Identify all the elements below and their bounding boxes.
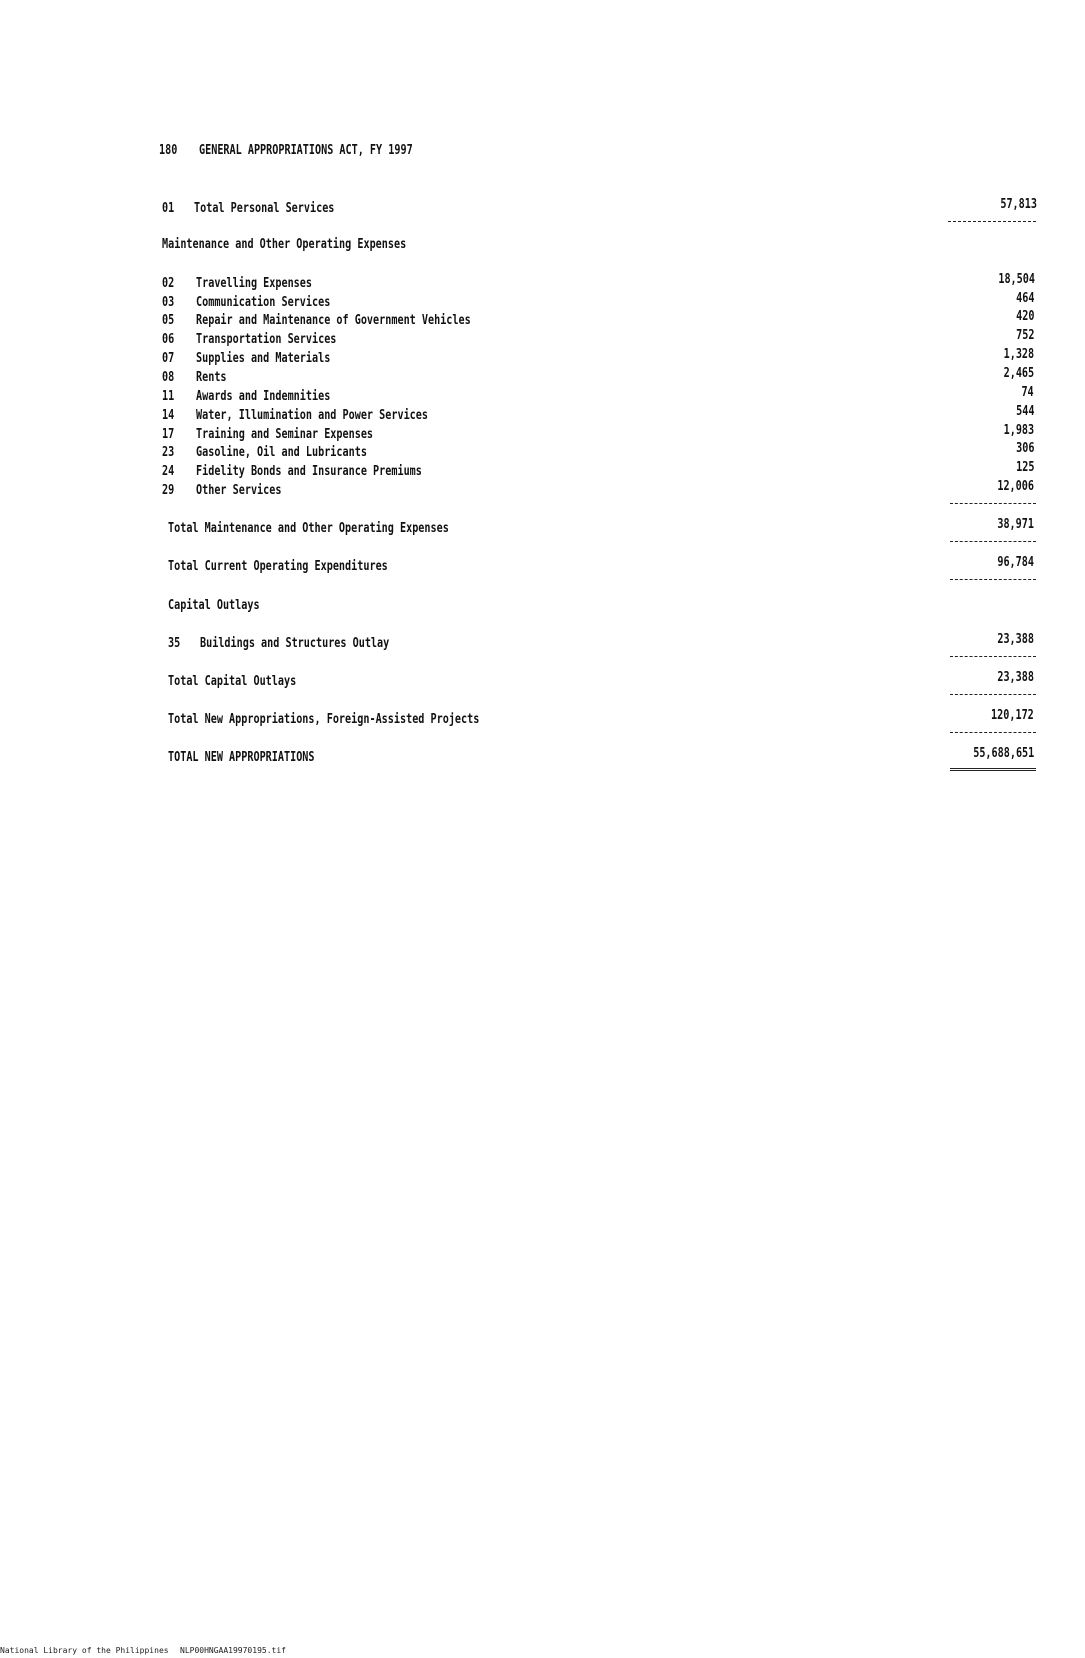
mooe-item-amount: 2,465 <box>1003 366 1034 381</box>
capital-item-amount: 23,388 <box>997 632 1034 647</box>
mooe-item-code: 02 <box>162 276 175 291</box>
foreign-assisted-label: Total New Appropriations, Foreign-Assisted Projects <box>168 712 480 727</box>
mooe-item-code: 08 <box>162 370 175 385</box>
capital-total-label: Total Capital Outlays <box>168 674 297 689</box>
mooe-item-label: Training and Seminar Expenses <box>196 427 374 442</box>
mooe-item-label: Repair and Maintenance of Government Vehicles <box>196 313 471 328</box>
mooe-item-amount: 544 <box>1015 404 1034 419</box>
current-operating-amount: 96,784 <box>997 555 1034 570</box>
capital-item-code: 35 <box>168 636 181 651</box>
mooe-item-code: 03 <box>162 295 175 310</box>
mooe-item-code: 05 <box>162 313 175 328</box>
grand-total-label: TOTAL NEW APPROPRIATIONS <box>168 750 315 765</box>
mooe-heading: Maintenance and Other Operating Expenses <box>162 237 407 252</box>
footer-filename: NLP00HNGAA19970195.tif <box>180 1646 286 1655</box>
current-operating-label: Total Current Operating Expenditures <box>168 559 388 574</box>
mooe-item-label: Other Services <box>196 483 282 498</box>
capital-total-amount: 23,388 <box>997 670 1034 685</box>
mooe-item-amount: 752 <box>1015 328 1034 343</box>
mooe-item-label: Supplies and Materials <box>196 351 331 366</box>
mooe-item-amount: 420 <box>1015 309 1034 324</box>
mooe-item-label: Travelling Expenses <box>196 276 313 291</box>
mooe-item-code: 29 <box>162 483 175 498</box>
mooe-total-amount: 38,971 <box>997 517 1034 532</box>
mooe-item-code: 14 <box>162 408 175 423</box>
mooe-item-amount: 306 <box>1015 441 1034 456</box>
rule-capital-total <box>950 694 1036 695</box>
mooe-item-amount: 18,504 <box>998 272 1035 287</box>
mooe-item-label: Transportation Services <box>196 332 337 347</box>
rule-mooe-total <box>950 541 1036 542</box>
page-number: 180 <box>159 143 178 158</box>
grand-total-amount: 55,688,651 <box>972 746 1034 761</box>
mooe-item-code: 24 <box>162 464 175 479</box>
mooe-item-label: Gasoline, Oil and Lubricants <box>196 445 367 460</box>
personal-services-code: 01 <box>162 201 175 216</box>
rule-capital-item <box>950 656 1036 657</box>
footer-library: National Library of the Philippines <box>0 1646 169 1655</box>
mooe-item-code: 11 <box>162 389 175 404</box>
mooe-item-code: 06 <box>162 332 175 347</box>
mooe-total-label: Total Maintenance and Other Operating Expenses <box>168 521 449 536</box>
rule-grand-total <box>950 768 1036 771</box>
page-title: GENERAL APPROPRIATIONS ACT, FY 1997 <box>199 143 413 158</box>
mooe-item-code: 23 <box>162 445 175 460</box>
capital-item-label: Buildings and Structures Outlay <box>200 636 390 651</box>
mooe-item-amount: 12,006 <box>997 479 1034 494</box>
mooe-item-amount: 464 <box>1015 291 1034 306</box>
rule-current-operating <box>950 579 1036 580</box>
mooe-item-amount: 1,328 <box>1003 347 1034 362</box>
mooe-item-label: Fidelity Bonds and Insurance Premiums <box>196 464 422 479</box>
personal-services-amount: 57,813 <box>1000 197 1037 212</box>
mooe-item-amount: 125 <box>1015 460 1034 475</box>
rule-mooe-items <box>950 503 1036 504</box>
mooe-item-label: Communication Services <box>196 295 331 310</box>
mooe-item-amount: 74 <box>1021 385 1034 400</box>
mooe-item-label: Rents <box>196 370 227 385</box>
mooe-item-code: 17 <box>162 427 175 442</box>
rule-foreign-assisted <box>950 732 1036 733</box>
personal-services-label: Total Personal Services <box>194 201 335 216</box>
mooe-item-amount: 1,983 <box>1003 423 1034 438</box>
mooe-item-code: 07 <box>162 351 175 366</box>
foreign-assisted-amount: 120,172 <box>991 708 1034 723</box>
mooe-item-label: Awards and Indemnities <box>196 389 331 404</box>
capital-outlays-heading: Capital Outlays <box>168 598 260 613</box>
rule-personal-services <box>948 221 1036 222</box>
mooe-item-label: Water, Illumination and Power Services <box>196 408 428 423</box>
